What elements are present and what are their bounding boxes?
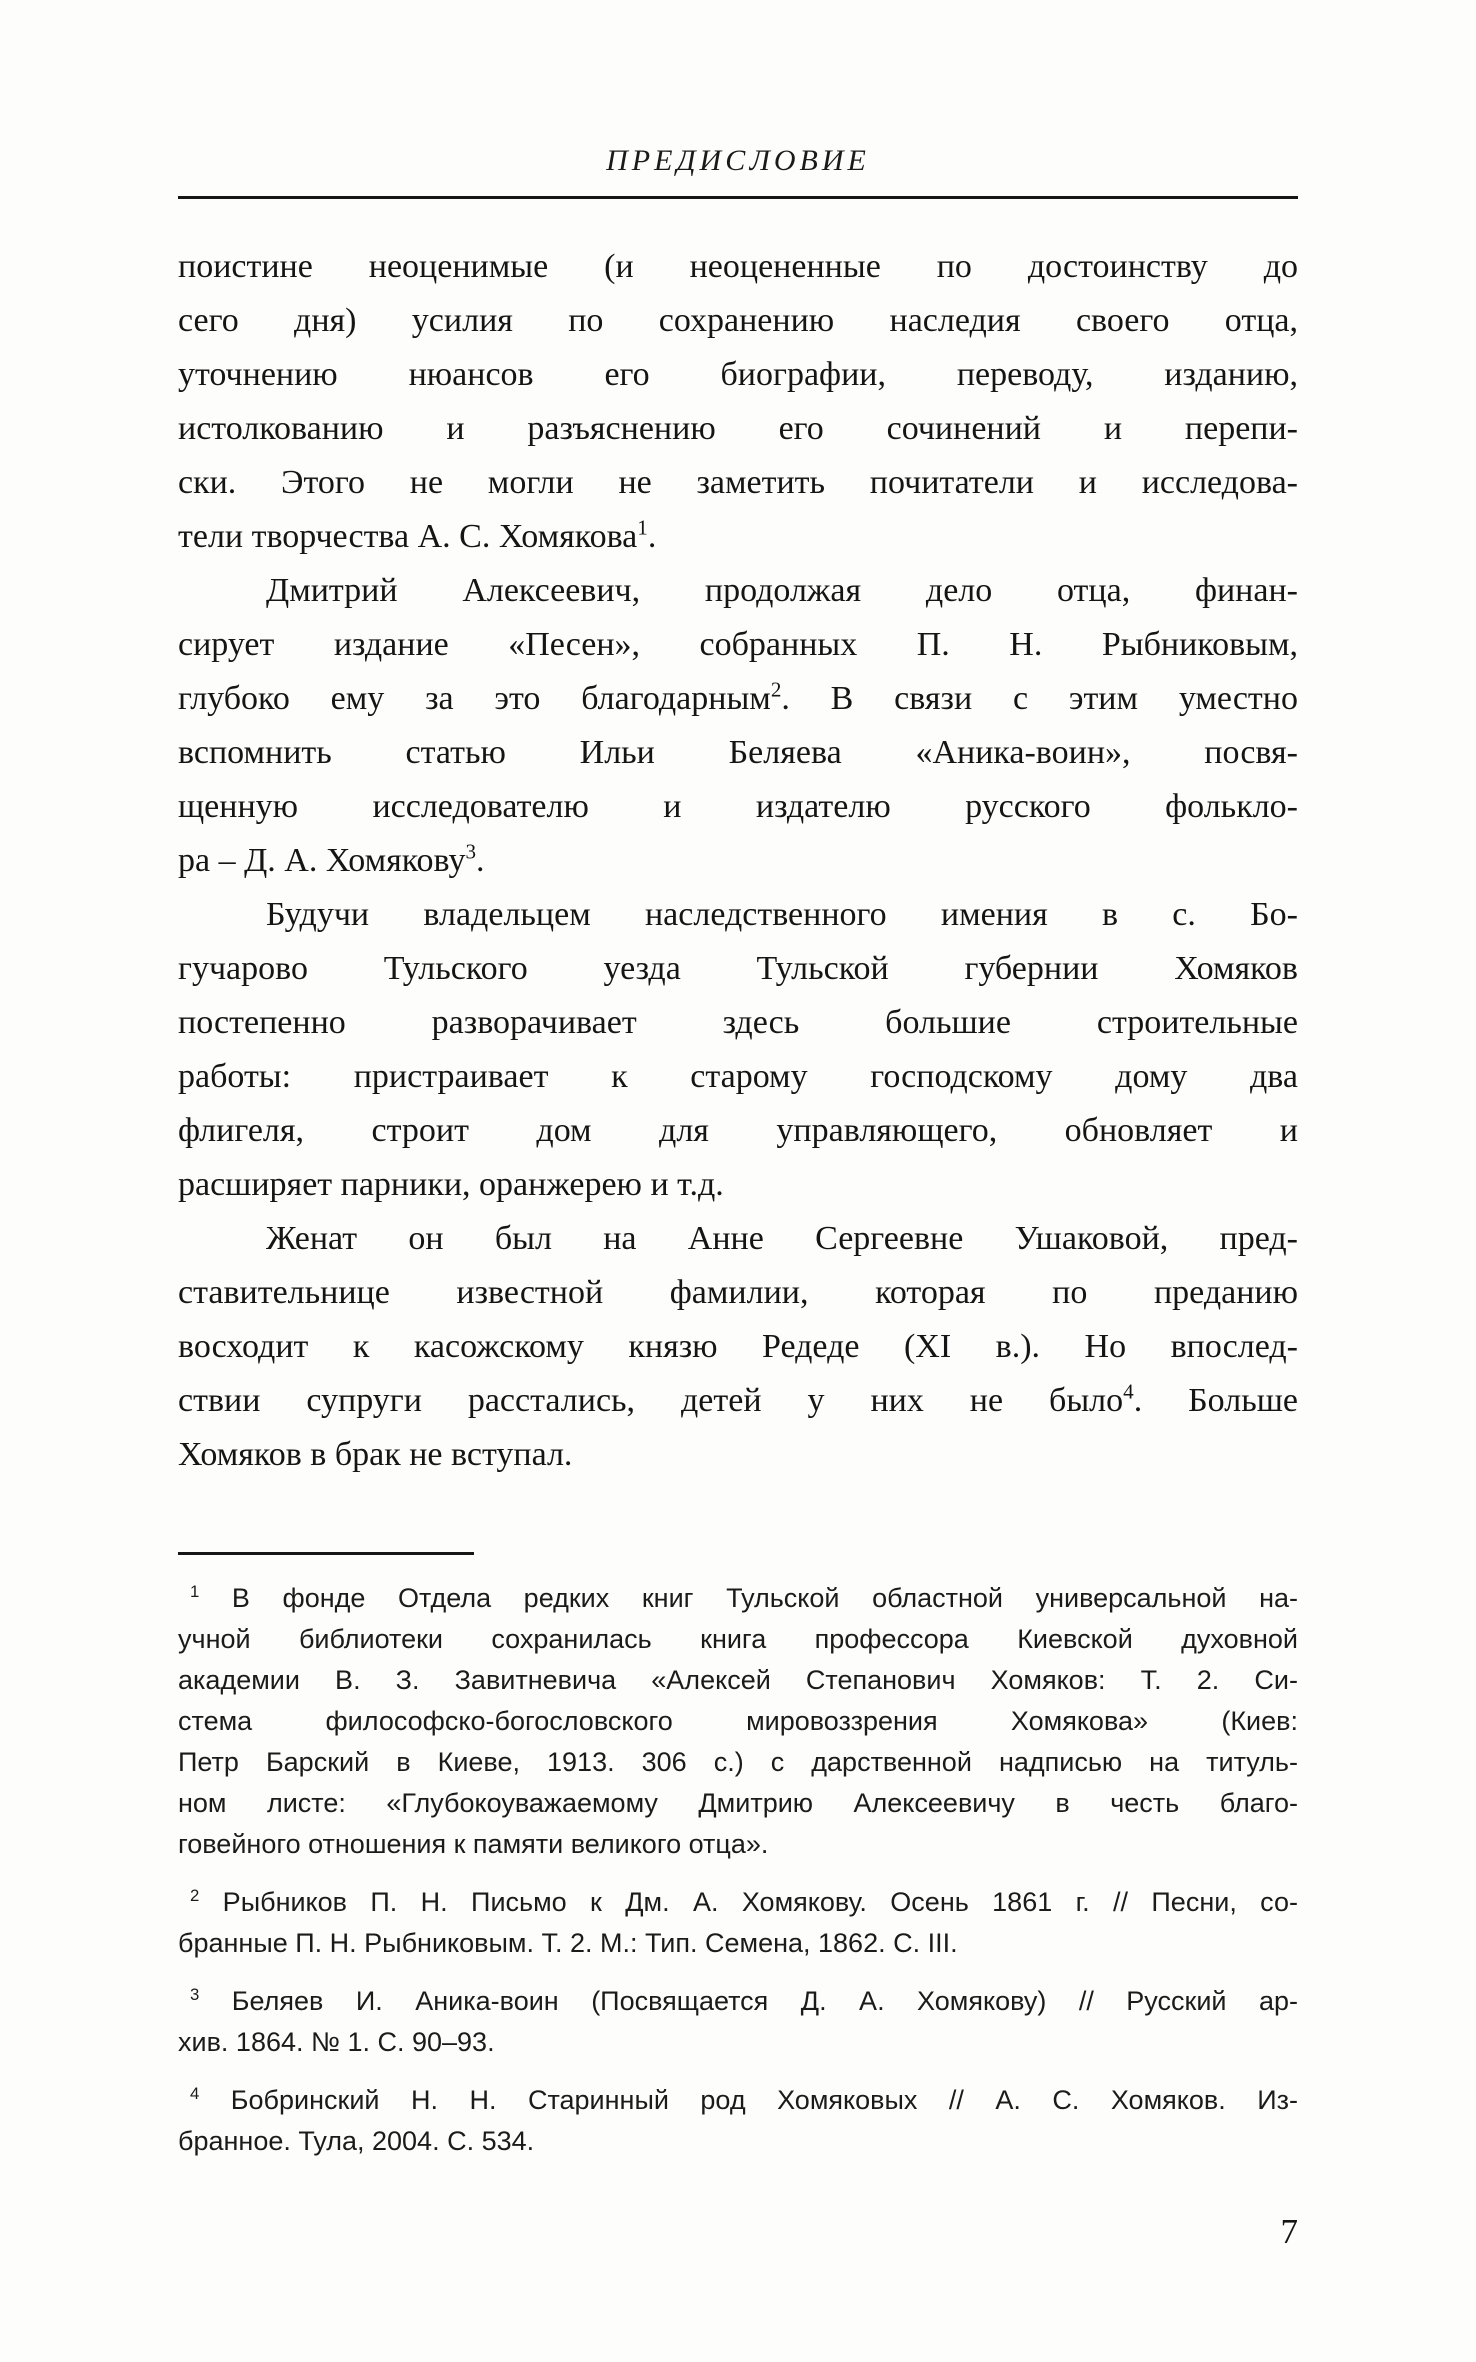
text-line: ствии супруги расстались, детей у них не было$^4$. Больше bbox=[178, 1379, 1298, 1419]
footnote-line: хив. 1864. № 1. С. 90–93. bbox=[178, 2027, 495, 2057]
footnote-separator bbox=[178, 1552, 474, 1555]
text-line: уточнению нюансов его биографии, переводу, изданию, bbox=[178, 356, 1298, 393]
text-line: Женат он был на Анне Сергеевне Ушаковой, пред- bbox=[266, 1220, 1298, 1257]
text-line: глубоко ему за это благодарным$^2$. В связи с этим уместно bbox=[178, 677, 1298, 717]
footnote-line: стема философско-богословского мировоззрения Хомякова» (Киев: bbox=[178, 1706, 1298, 1736]
text-line: сирует издание «Песен», собранных П. Н. Рыбниковым, bbox=[178, 626, 1298, 663]
footnote-marker: 4 bbox=[1123, 1379, 1134, 1404]
body-text bbox=[178, 240, 1298, 1482]
footnote bbox=[178, 1882, 1298, 1964]
footnote bbox=[178, 1578, 1298, 1865]
text-line: вспомнить статью Ильи Беляева «Аника-воин», посвя- bbox=[178, 734, 1298, 771]
text-line: флигеля, строит дом для управляющего, обновляет и bbox=[178, 1112, 1298, 1149]
text-line: тели творчества А. С. Хомякова$^1$. bbox=[178, 515, 657, 555]
footnote-line: $^4$ Бобринский Н. Н. Старинный род Хомяковых // А. С. Хомяков. Из- bbox=[190, 2084, 1298, 2115]
footnote bbox=[178, 2080, 1298, 2162]
text-line: ски. Этого не могли не заметить почитатели и исследова- bbox=[178, 464, 1298, 501]
running-head: ПРЕДИСЛОВИЕ bbox=[606, 144, 870, 177]
footnote bbox=[178, 1981, 1298, 2063]
text-line: истолкованию и разъяснению его сочинений и перепи- bbox=[178, 410, 1298, 447]
text-line: расширяет парники, оранжерею и т.д. bbox=[178, 1166, 724, 1203]
footnote-line: $^1$ В фонде Отдела редких книг Тульской областной универсальной на- bbox=[190, 1582, 1298, 1613]
footnote-marker: 1 bbox=[190, 1582, 200, 1601]
footnote-marker: 4 bbox=[190, 2084, 200, 2103]
text-line: Будучи владельцем наследственного имения в с. Бо- bbox=[266, 896, 1298, 933]
footnote-line: учной библиотеки сохранилась книга профессора Киевской духовной bbox=[178, 1624, 1298, 1654]
text-line: щенную исследователю и издателю русского фолькло- bbox=[178, 788, 1298, 825]
footnote-line: ном листе: «Глубокоуважаемому Дмитрию Алексеевичу в честь благо- bbox=[178, 1788, 1298, 1818]
text-line: Хомяков в брак не вступал. bbox=[178, 1436, 573, 1473]
text-line: сего дня) усилия по сохранению наследия своего отца, bbox=[178, 302, 1298, 339]
text-line: работы: пристраивает к старому господскому дому два bbox=[178, 1058, 1298, 1095]
text-line: Дмитрий Алексеевич, продолжая дело отца, финан- bbox=[266, 572, 1298, 609]
text-line: постепенно разворачивает здесь большие строительные bbox=[178, 1004, 1298, 1041]
text-line: гучарово Тульского уезда Тульской губернии Хомяков bbox=[178, 950, 1298, 987]
text-line: ставительнице известной фамилии, которая по преданию bbox=[178, 1274, 1298, 1311]
footnote-line: Петр Барский в Киеве, 1913. 306 с.) с дарственной надписью на титуль- bbox=[178, 1747, 1298, 1777]
footnotes bbox=[178, 1578, 1298, 2179]
footnote-line: бранное. Тула, 2004. С. 534. bbox=[178, 2126, 535, 2156]
footnote-line: $^2$ Рыбников П. Н. Письмо к Дм. А. Хомякову. Осень 1861 г. // Песни, со- bbox=[190, 1886, 1298, 1917]
text-line: восходит к касожскому князю Редеде (XI в.). Но впослед- bbox=[178, 1328, 1298, 1365]
text-line: ра – Д. А. Хомякову$^3$. bbox=[178, 839, 485, 879]
footnote-line: академии В. З. Завитневича «Алексей Степанович Хомяков: Т. 2. Си- bbox=[178, 1665, 1298, 1695]
footnote-marker: 2 bbox=[190, 1886, 200, 1905]
footnote-marker: 2 bbox=[770, 677, 782, 702]
header-rule bbox=[178, 196, 1298, 199]
footnote-marker: 1 bbox=[637, 515, 648, 540]
text-line: поистине неоценимые (и неоцененные по достоинству до bbox=[178, 248, 1298, 285]
footnote-marker: 3 bbox=[190, 1985, 200, 2004]
footnote-marker: 3 bbox=[465, 839, 476, 864]
footnote-line: бранные П. Н. Рыбниковым. Т. 2. М.: Тип. Семена, 1862. С. III. bbox=[178, 1928, 958, 1958]
footnote-line: говейного отношения к памяти великого отца». bbox=[178, 1829, 769, 1859]
footnote-line: $^3$ Беляев И. Аника-воин (Посвящается Д. А. Хомякову) // Русский ар- bbox=[190, 1985, 1298, 2016]
page-number: 7 bbox=[1280, 2212, 1298, 2251]
